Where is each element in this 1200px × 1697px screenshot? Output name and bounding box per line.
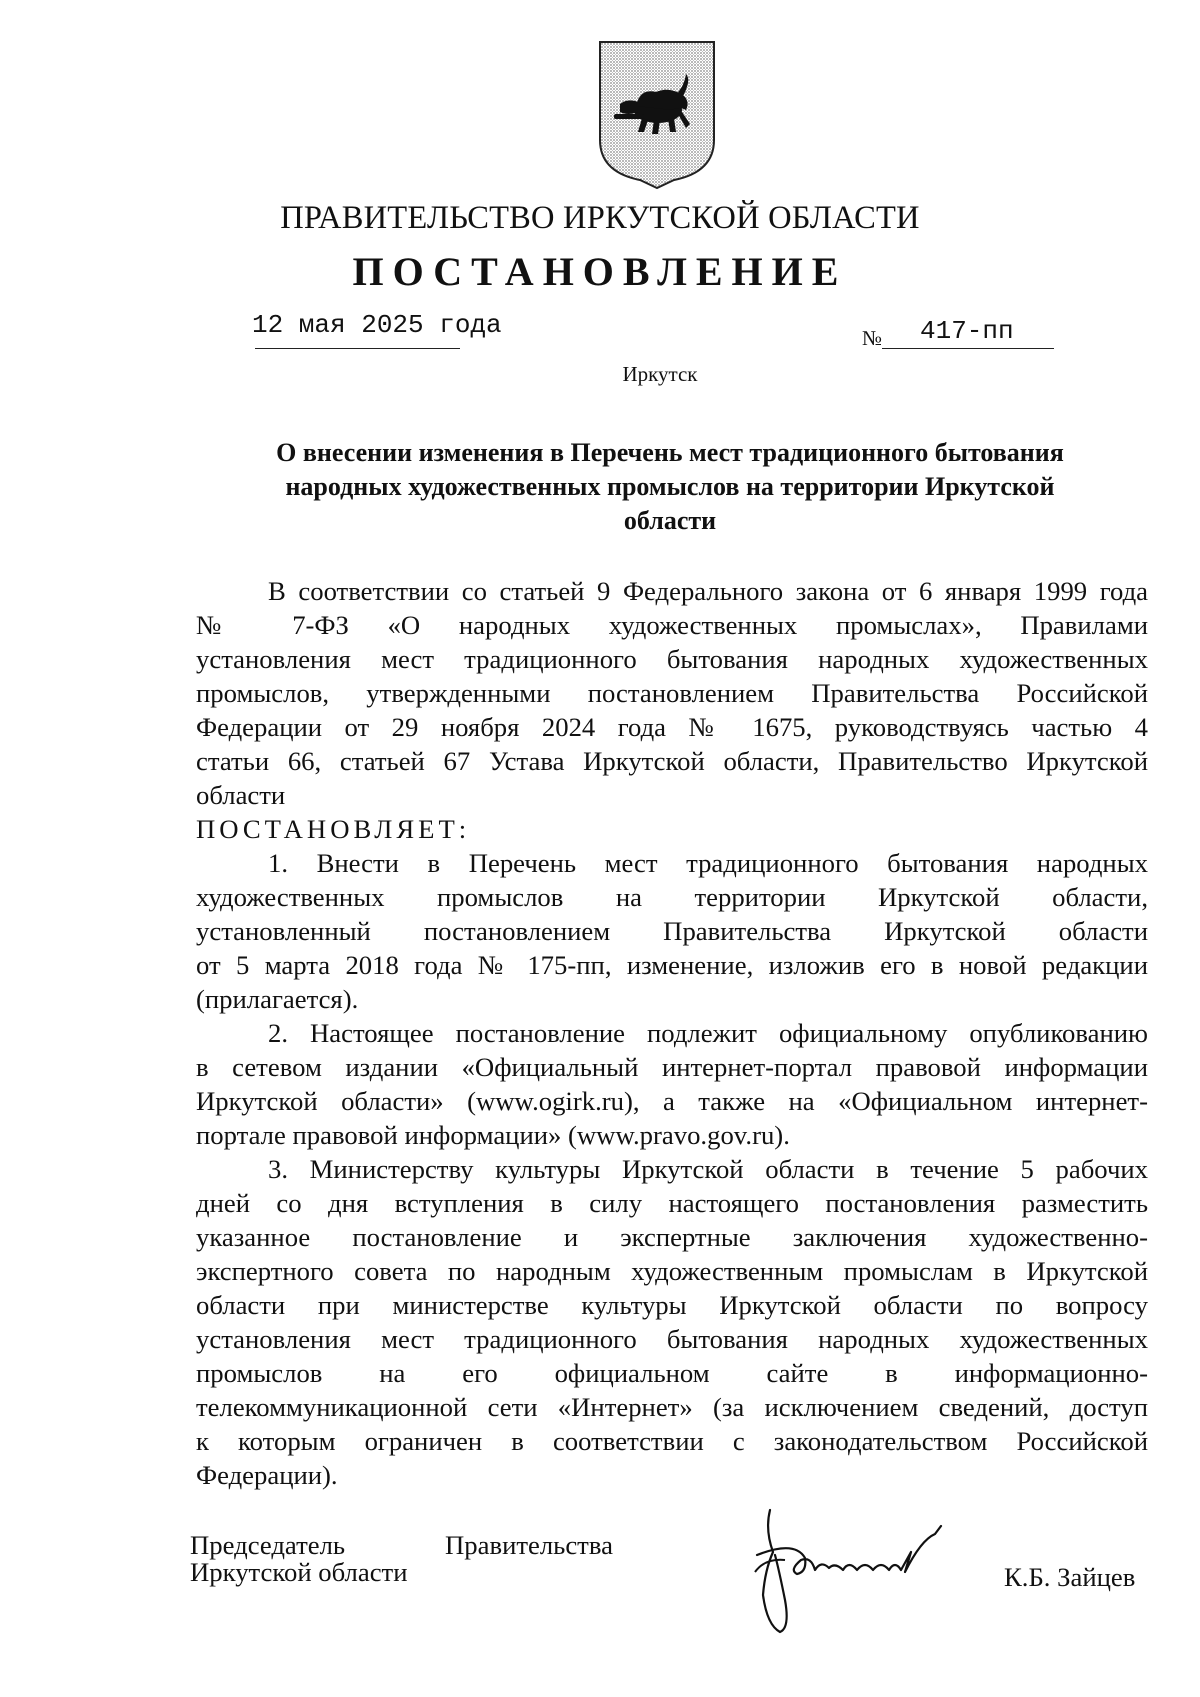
government-name: ПРАВИТЕЛЬСТВО ИРКУТСКОЙ ОБЛАСТИ (280, 200, 920, 236)
coat-of-arms-emblem (598, 40, 716, 190)
text-line: В соответствии со статьей 9 Федерального закона от 6 января 1999 года (268, 576, 1148, 606)
item-2-line: Иркутской области» (www.ogirk.ru), а также на «Официальном интернет- (196, 1086, 1148, 1116)
document-title (240, 436, 1100, 538)
item-3-line: дней со дня вступления в силу настоящего постановления разместить (196, 1188, 1148, 1218)
item-3-line: Федерации). (196, 1460, 338, 1490)
document-type: ПОСТАНОВЛЕНИЕ (352, 249, 848, 294)
signatory-position-cont: Правительства (445, 1530, 613, 1560)
item-1-line: 1. Внести в Перечень мест традиционного бытования народных (268, 848, 1148, 878)
item-3-line: телекоммуникационной сети «Интернет» (за исключением сведений, доступ (196, 1392, 1148, 1422)
document-number: 417-пп (920, 316, 1014, 346)
text-line: области (196, 780, 286, 810)
title-line: народных художественных промыслов на территории Иркутской (285, 472, 1055, 501)
item-3-line: области при министерстве культуры Иркутской области по вопросу (196, 1290, 1148, 1320)
item-3-line: 3. Министерству культуры Иркутской области в течение 5 рабочих (268, 1154, 1148, 1184)
title-line: области (623, 506, 717, 535)
item-2-line: портале правовой информации» (www.pravo.gov.ru). (196, 1120, 790, 1150)
document-date: 12 мая 2025 года (252, 310, 502, 340)
item-3-line: установления мест традиционного бытования народных художественных (196, 1324, 1148, 1354)
preamble (196, 574, 1148, 1492)
text-line: № 7-ФЗ «О народных художественных промыслах», Правилами (196, 610, 1148, 640)
signatory-region: Иркутской области (190, 1557, 408, 1587)
item-3-line: указанное постановление и экспертные заключения художественно- (196, 1222, 1148, 1252)
handwritten-signature (735, 1500, 990, 1640)
text-line: промыслов, утвержденными постановлением Правительства Российской (196, 678, 1148, 708)
number-sign: № (862, 326, 883, 350)
city: Иркутск (622, 362, 698, 386)
item-1-line: от 5 марта 2018 года № 175-пп, изменение, изложив его в новой редакции (196, 950, 1148, 980)
text-line: установления мест традиционного бытования народных художественных (196, 644, 1148, 674)
text-line: статьи 66, статьей 67 Устава Иркутской области, Правительство Иркутской (196, 746, 1148, 776)
item-2-line: в сетевом издании «Официальный интернет-портал правовой информации (196, 1052, 1148, 1082)
signatory-position: Председатель (190, 1530, 346, 1560)
resolves-heading: ПОСТАНОВЛЯЕТ: (196, 814, 471, 844)
item-1-line: установленный постановлением Правительства Иркутской области (196, 916, 1148, 946)
item-2-line: 2. Настоящее постановление подлежит официальному опубликованию (268, 1018, 1148, 1048)
title-line: О внесении изменения в Перечень мест традиционного бытования (276, 438, 1064, 467)
item-3-line: промыслов на его официальном сайте в информационно- (196, 1358, 1148, 1388)
item-1-line: (прилагается). (196, 984, 359, 1014)
signatory-name: К.Б. Зайцев (1004, 1562, 1136, 1592)
number-underline (882, 348, 1054, 349)
date-underline (255, 348, 460, 349)
item-3-line: экспертного совета по народным художественным промыслам в Иркутской (196, 1256, 1148, 1286)
item-3-line: к которым ограничен в соответствии с законодательством Российской (196, 1426, 1148, 1456)
text-line: Федерации от 29 ноября 2024 года № 1675, руководствуясь частью 4 (196, 712, 1148, 742)
item-1-line: художественных промыслов на территории Иркутской области, (196, 882, 1148, 912)
